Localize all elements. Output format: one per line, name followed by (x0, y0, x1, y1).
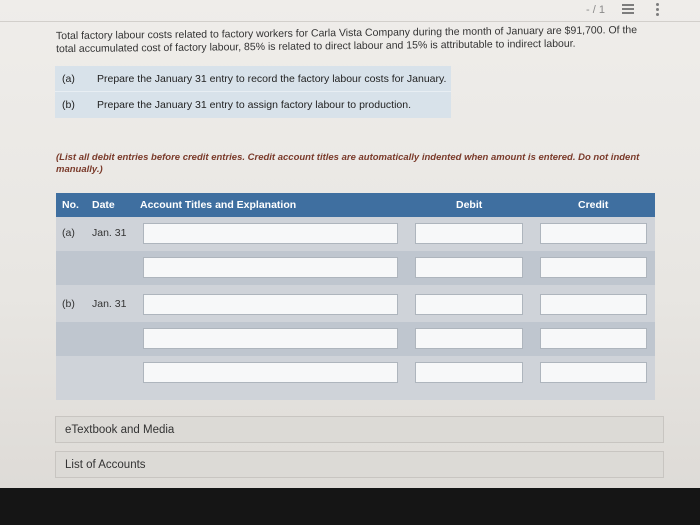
entry-date: Jan. 31 (92, 298, 127, 310)
journal-row (56, 322, 655, 356)
journal-row (56, 251, 655, 285)
account-title-input[interactable] (143, 294, 398, 315)
entry-instructions: (List all debit entries before credit entries. Credit account titles are automatically indented when amount is entered. Do not indent manually.) (56, 152, 640, 175)
journal-header (56, 193, 655, 217)
question-part-a (55, 66, 451, 92)
account-title-input[interactable] (143, 223, 398, 244)
journal-row (56, 288, 655, 322)
debit-input[interactable] (415, 257, 523, 278)
part-text: Prepare the January 31 entry to record the factory labour costs for January. (97, 72, 447, 85)
header-credit: Credit (578, 199, 609, 211)
credit-input[interactable] (540, 257, 647, 278)
entry-date: Jan. 31 (92, 227, 127, 239)
debit-input[interactable] (415, 223, 523, 244)
header-debit: Debit (456, 199, 483, 211)
header-date: Date (92, 199, 115, 211)
account-title-input[interactable] (143, 328, 398, 349)
list-icon[interactable] (622, 4, 634, 15)
debit-input[interactable] (415, 328, 523, 349)
question-parts (55, 66, 451, 118)
top-toolbar (0, 0, 700, 22)
list-of-accounts-link[interactable]: List of Accounts (55, 451, 664, 478)
journal-row (56, 356, 655, 390)
part-letter: (b) (62, 99, 75, 111)
journal-entry-table (56, 193, 655, 400)
credit-input[interactable] (540, 328, 647, 349)
etextbook-media-link[interactable]: eTextbook and Media (55, 416, 664, 443)
problem-statement: Total factory labour costs related to factory workers for Carla Vista Company during the month of January are $91,700. Of the total accumulated cost of factory labour, 85% is related to direct labour and 15% is attributable to indirect labour. (55, 24, 638, 56)
entry-number: (a) (62, 227, 75, 239)
entry-number: (b) (62, 298, 75, 310)
header-no: No. (62, 199, 79, 211)
question-part-b (55, 92, 451, 118)
debit-input[interactable] (415, 294, 523, 315)
credit-input[interactable] (540, 223, 647, 244)
credit-input[interactable] (540, 362, 647, 383)
debit-input[interactable] (415, 362, 523, 383)
part-letter: (a) (62, 72, 75, 85)
journal-row (56, 217, 655, 251)
account-title-input[interactable] (143, 362, 398, 383)
header-account: Account Titles and Explanation (140, 199, 297, 211)
page-indicator: - / 1 (586, 4, 605, 16)
more-options-icon[interactable] (654, 3, 660, 17)
credit-input[interactable] (540, 294, 647, 315)
part-text: Prepare the January 31 entry to assign factory labour to production. (97, 99, 412, 111)
account-title-input[interactable] (143, 257, 398, 278)
screen-bottom-bezel (0, 488, 700, 525)
